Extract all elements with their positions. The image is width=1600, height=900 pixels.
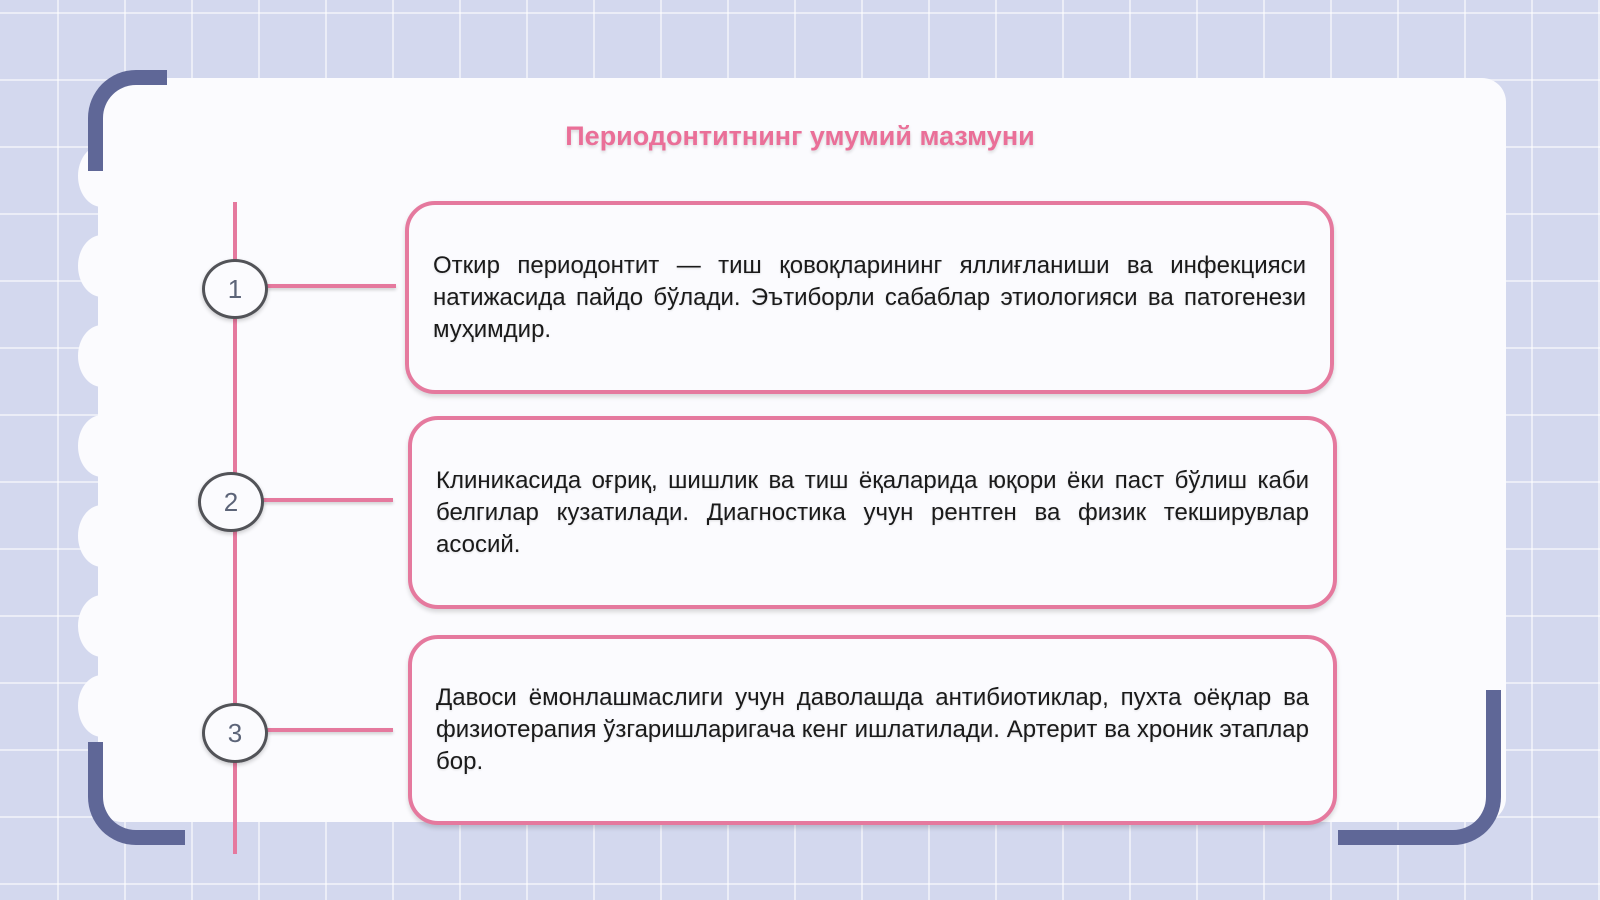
scallop-decoration xyxy=(78,415,126,477)
step-2-box xyxy=(408,416,1337,609)
corner-bracket-bottom-right xyxy=(1338,690,1501,845)
scallop-decoration xyxy=(78,325,126,387)
step-3-text: Давоси ёмонлашмаслиги учун даволашда антибиотиклар, пухта оёқлар ва физиотерапия ўзгаришларигача кенг ишлатилади. Артерит ва хроник этаплар бор. xyxy=(436,684,1309,775)
step-1-circle xyxy=(202,259,268,319)
scallop-decoration xyxy=(78,595,126,657)
step-2-connector xyxy=(259,498,393,502)
scallop-decoration xyxy=(78,235,126,297)
step-1-connector xyxy=(262,284,396,288)
step-2-circle xyxy=(198,472,264,532)
corner-bracket-bottom-left xyxy=(88,742,185,845)
step-1-box xyxy=(405,201,1334,394)
scallop-decoration xyxy=(78,675,126,737)
step-3-box xyxy=(408,635,1337,825)
step-2-text: Клиникасида оғриқ, шишлик ва тиш ёқаларида юқори ёки паст бўлиш каби белгилар кузатилади. Диагностика учун рентген ва физик текширувлар асосий. xyxy=(436,466,1309,558)
scallop-decoration xyxy=(78,505,126,567)
step-3-circle xyxy=(202,703,268,763)
slide-title: Периодонтитнинг умумий мазмуни xyxy=(565,121,1035,151)
step-3-connector xyxy=(262,728,393,732)
step-1-number: 1 xyxy=(227,273,243,304)
step-1-text: Откир периодонтит — тиш қовоқларининг яллиғланиши ва инфекцияси натижасида пайдо бўлади. Эътиборли сабаблар этиологияси ва патогенези муҳимдир. xyxy=(433,251,1306,343)
step-2-number: 2 xyxy=(223,486,239,517)
step-3-number: 3 xyxy=(227,717,243,748)
